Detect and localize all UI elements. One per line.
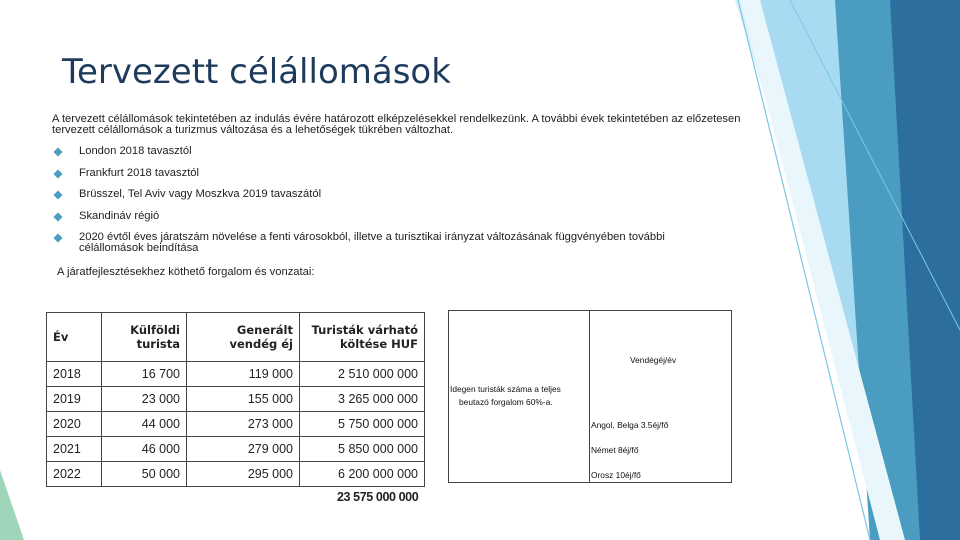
- table-row: [47, 387, 425, 412]
- tourist-share-line2: beutazó forgalom 60%-a.: [459, 397, 553, 407]
- guest-nights-russian: Orosz 10éj/fő: [591, 470, 641, 480]
- info-box-tourist-share: [448, 310, 590, 483]
- list-item-text: Brüsszel, Tel Aviv vagy Moszkva 2019 tavaszától: [79, 188, 322, 200]
- cell-year: 2022: [47, 462, 102, 487]
- table-row: [47, 437, 425, 462]
- tourism-table: [46, 312, 425, 487]
- list-item: [52, 146, 732, 157]
- cell-spending: 5 850 000 000: [300, 437, 425, 462]
- info-box-guest-nights: [589, 310, 732, 483]
- cell-nights: 295 000: [187, 462, 300, 487]
- diamond-bullet-icon: [53, 190, 62, 199]
- header-kulfoldi-turista: Külföldi turista: [102, 313, 187, 362]
- cell-tourists: 16 700: [102, 362, 187, 387]
- diamond-bullet-icon: [53, 147, 62, 156]
- diamond-bullet-icon: [53, 233, 62, 242]
- cell-tourists: 44 000: [102, 412, 187, 437]
- cell-tourists: 23 000: [102, 387, 187, 412]
- cell-nights: 119 000: [187, 362, 300, 387]
- diamond-bullet-icon: [53, 212, 62, 221]
- cell-spending: 3 265 000 000: [300, 387, 425, 412]
- intro-paragraph: A tervezett célállomások tekintetében az indulás évére határozott elképzelésekkel rendelkezünk. A további évek tekintetében az előzetesen tervezett célállomások a turizmus változása és a lehetőségek tükrében változhat.: [52, 113, 741, 136]
- header-generalt-vendeg-ej: Generált vendég éj: [187, 313, 300, 362]
- cell-tourists: 50 000: [102, 462, 187, 487]
- destination-list: [52, 146, 732, 265]
- cell-year: 2019: [47, 387, 102, 412]
- tourist-share-line1: Idegen turisták száma a teljes: [450, 384, 561, 394]
- cell-nights: 279 000: [187, 437, 300, 462]
- list-item: [52, 168, 732, 179]
- cell-nights: 273 000: [187, 412, 300, 437]
- cell-year: 2021: [47, 437, 102, 462]
- cell-tourists: 46 000: [102, 437, 187, 462]
- guest-nights-german: Német 8éj/fő: [591, 445, 639, 455]
- list-item: [52, 211, 732, 222]
- table-row: [47, 462, 425, 487]
- cell-nights: 155 000: [187, 387, 300, 412]
- list-item: [52, 189, 732, 200]
- page-title: Tervezett célállomások: [62, 52, 451, 92]
- header-ev: Év: [47, 313, 102, 362]
- corner-shape-left: [0, 470, 24, 540]
- cell-spending: 5 750 000 000: [300, 412, 425, 437]
- list-item-text: London 2018 tavasztól: [79, 145, 192, 157]
- cell-spending: 6 200 000 000: [300, 462, 425, 487]
- list-item: [52, 232, 732, 254]
- cell-spending: 2 510 000 000: [300, 362, 425, 387]
- cell-year: 2020: [47, 412, 102, 437]
- list-item-text: 2020 évtől éves járatszám növelése a fenti városokból, illetve a turisztikai irányzat változásának függvényében további célállomások beindítása: [79, 231, 665, 254]
- table-row: [47, 412, 425, 437]
- cell-year: 2018: [47, 362, 102, 387]
- list-item-text: Frankfurt 2018 tavasztól: [79, 166, 200, 179]
- table-row: [47, 362, 425, 387]
- spending-total: 23 575 000 000: [337, 490, 419, 504]
- traffic-subheading: A járatfejlesztésekhez köthető forgalom és vonzatai:: [57, 266, 315, 278]
- list-item-text: Skandináv régió: [79, 209, 160, 222]
- guest-nights-english-belgian: Angol, Belga 3.5éj/fő: [591, 420, 669, 430]
- guest-nights-heading: Vendégéj/év: [630, 355, 677, 365]
- header-turistak-koltese: Turisták várható költése HUF: [300, 313, 425, 362]
- diamond-bullet-icon: [53, 169, 62, 178]
- table-header-row: [47, 313, 425, 362]
